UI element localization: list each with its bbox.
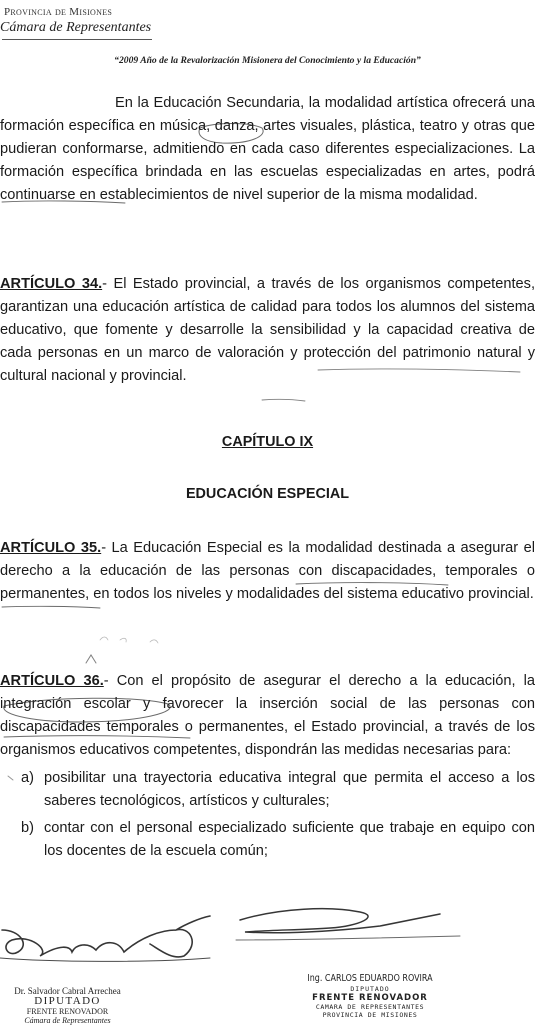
signature-right xyxy=(291,972,449,1019)
paragraph-secondary-education: En la Educación Secundaria, la modalidad artística ofrecerá una formación específica en música, danza, artes visuales, plástica, teatro y otras que pudieran conformarse, admitiendo en cada caso diferentes especializaciones. La formación específica brindada en las escuelas especializadas en artes, podrá continuarse en establecimientos de nivel superior de la misma modalidad. xyxy=(0,95,535,203)
article-36-list xyxy=(0,767,535,867)
signature-right-chamber: CAMARA DE REPRESENTANTES xyxy=(315,1003,425,1011)
signature-left-chamber: Cámara de Representantes xyxy=(24,1016,111,1025)
right-signature-line xyxy=(236,936,460,940)
article-34-label: ARTÍCULO 34. xyxy=(0,276,103,292)
chapter-title: EDUCACIÓN ESPECIAL xyxy=(185,486,350,502)
pen-caret xyxy=(86,655,96,663)
left-signature-scribble xyxy=(2,916,210,957)
year-motto: “2009 Año de la Revalorización Misionera del Conocimiento y la Educación” xyxy=(114,55,421,66)
article-35-text: - La Educación Especial es la modalidad destinada a asegurar el derecho a la educación de las personas con discapacidades, temporales o permanentes, en todos los niveles y modalidades del sistema educativo provincial. xyxy=(0,540,535,602)
article-36-label: ARTÍCULO 36. xyxy=(0,673,104,689)
chapter-number xyxy=(0,434,535,450)
letterhead-rule xyxy=(2,39,152,40)
signature-left-party: FRENTE RENOVADOR xyxy=(26,1007,109,1016)
letterhead-province: Provincia de Misiones xyxy=(4,6,113,18)
signature-left xyxy=(0,986,135,1025)
article-34-text: - El Estado provincial, a través de los organismos competentes, garantizan una educación artística de calidad para todos los alumnos del sistema educativo, que fomente y desarrolle la sensibilidad y la capacidad creativa de cada personas en un marco de valoración y protección del patrimonio natural y cultural nacional y provincial. xyxy=(0,276,535,384)
signature-left-title: DIPUTADO xyxy=(34,995,101,1007)
pen-underline-provincial xyxy=(262,399,305,401)
letterhead-chamber: Cámara de Representantes xyxy=(0,20,152,35)
article-35-label: ARTÍCULO 35. xyxy=(0,540,102,556)
signature-right-extra: PROVINCIA DE MISIONES xyxy=(322,1011,418,1019)
article-35 xyxy=(0,537,535,606)
list-item-text: posibilitar una trayectoria educativa integral que permita el acceso a los saberes tecnológicos, artísticos y culturales; xyxy=(44,770,535,809)
list-item-text: contar con el personal especializado suficiente que trabaje en equipo con los docentes de la escuela común; xyxy=(44,820,535,859)
article-34 xyxy=(0,273,535,388)
right-signature-scribble xyxy=(240,909,440,933)
article-36 xyxy=(0,670,535,762)
article-36-text: - Con el propósito de asegurar el derecho a la educación, la integración escolar y favorecer la inserción social de las personas con discapacidades temporales o permanentes, el Estado provincial, a través de los organismos educativos competentes, dispondrán las medidas necesarias para: xyxy=(0,673,535,758)
signature-right-name: Ing. CARLOS EDUARDO ROVIRA xyxy=(307,973,433,984)
list-item-marker: a) xyxy=(21,770,34,786)
list-item-marker: b) xyxy=(21,820,34,836)
signature-right-title: DIPUTADO xyxy=(350,985,390,993)
pen-underline-permanentes xyxy=(2,606,100,608)
list-item xyxy=(0,767,535,813)
chapter-number-text: CAPÍTULO IX xyxy=(221,434,314,450)
signature-left-name: Dr. Salvador Cabral Arrechea xyxy=(14,986,121,996)
pen-scribble xyxy=(100,637,158,643)
signature-right-party: FRENTE RENOVADOR xyxy=(312,993,428,1003)
left-signature-line xyxy=(0,958,210,961)
list-item xyxy=(0,817,535,863)
